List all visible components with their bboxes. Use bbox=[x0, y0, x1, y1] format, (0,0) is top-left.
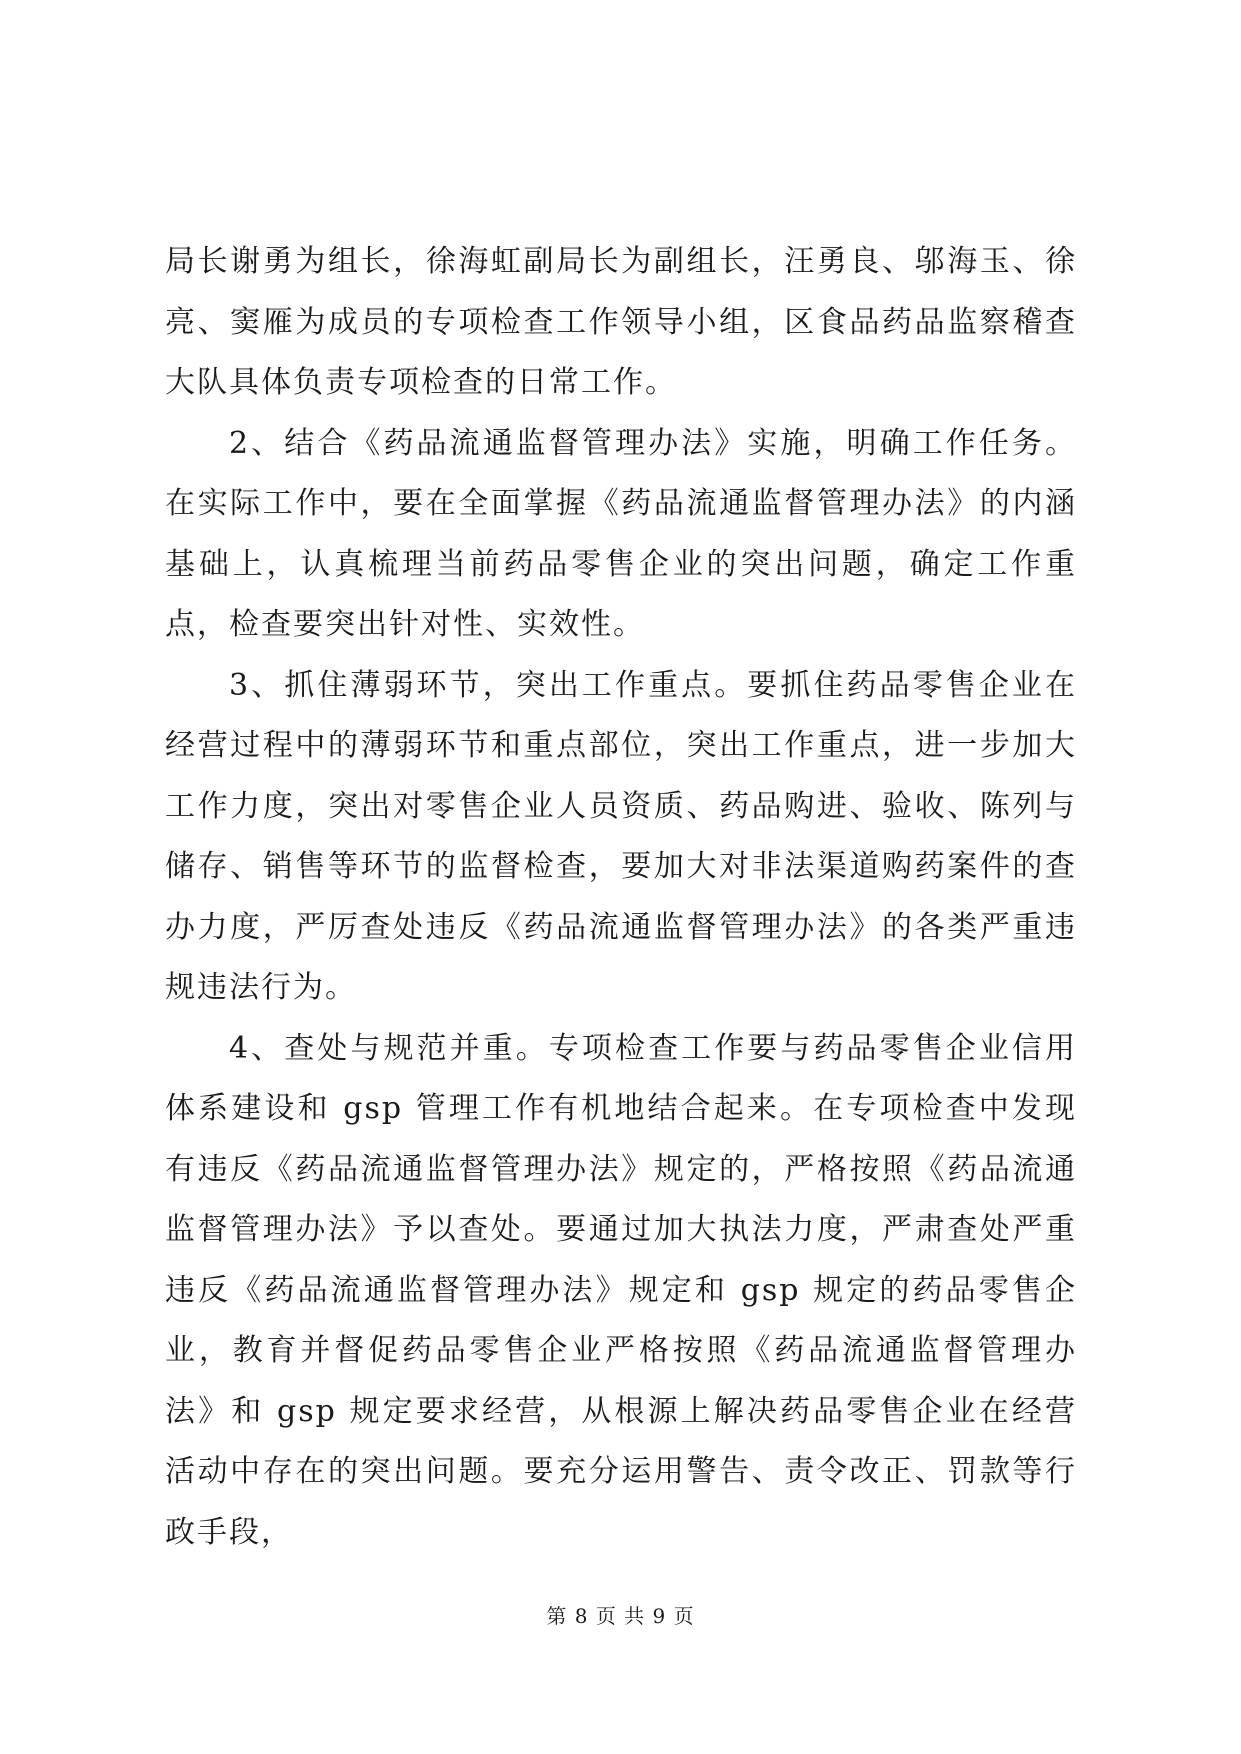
document-body bbox=[165, 232, 1077, 1563]
page-number-footer: 第 8 页 共 9 页 bbox=[546, 1604, 695, 1628]
paragraph-item-4: 4、查处与规范并重。专项检查工作要与药品零售企业信用体系建设和 gsp 管理工作有机地结合起来。在专项检查中发现有违反《药品流通监督管理办法》规定的，严格按照《药品流通监督管理办法》予以查处。要通过加大执法力度，严肃查处严重违反《药品流通监督管理办法》规定和 gsp 规定的药品零售企业，教育并督促药品零售企业严格按照《药品流通监督管理办法》和 gsp 规定要求经营，从根源上解决药品零售企业在经营活动中存在的突出问题。要充分运用警告、责令改正、罚款等行政手段， bbox=[165, 1030, 1077, 1550]
paragraph-continuation: 局长谢勇为组长，徐海虹副局长为副组长，汪勇良、邬海玉、徐亮、窦雁为成员的专项检查工作领导小组，区食品药品监察稽查大队具体负责专项检查的日常工作。 bbox=[165, 244, 1077, 400]
paragraph-item-2: 2、结合《药品流通监督管理办法》实施，明确工作任务。在实际工作中，要在全面掌握《药品流通监督管理办法》的内涵基础上，认真梳理当前药品零售企业的突出问题，确定工作重点，检查要突出针对性、实效性。 bbox=[165, 425, 1077, 642]
paragraph-item-3: 3、抓住薄弱环节，突出工作重点。要抓住药品零售企业在经营过程中的薄弱环节和重点部位，突出工作重点，进一步加大工作力度，突出对零售企业人员资质、药品购进、验收、陈列与储存、销售等环节的监督检查，要加大对非法渠道购药案件的查办力度，严厉查处违反《药品流通监督管理办法》的各类严重违规违法行为。 bbox=[165, 667, 1077, 1005]
